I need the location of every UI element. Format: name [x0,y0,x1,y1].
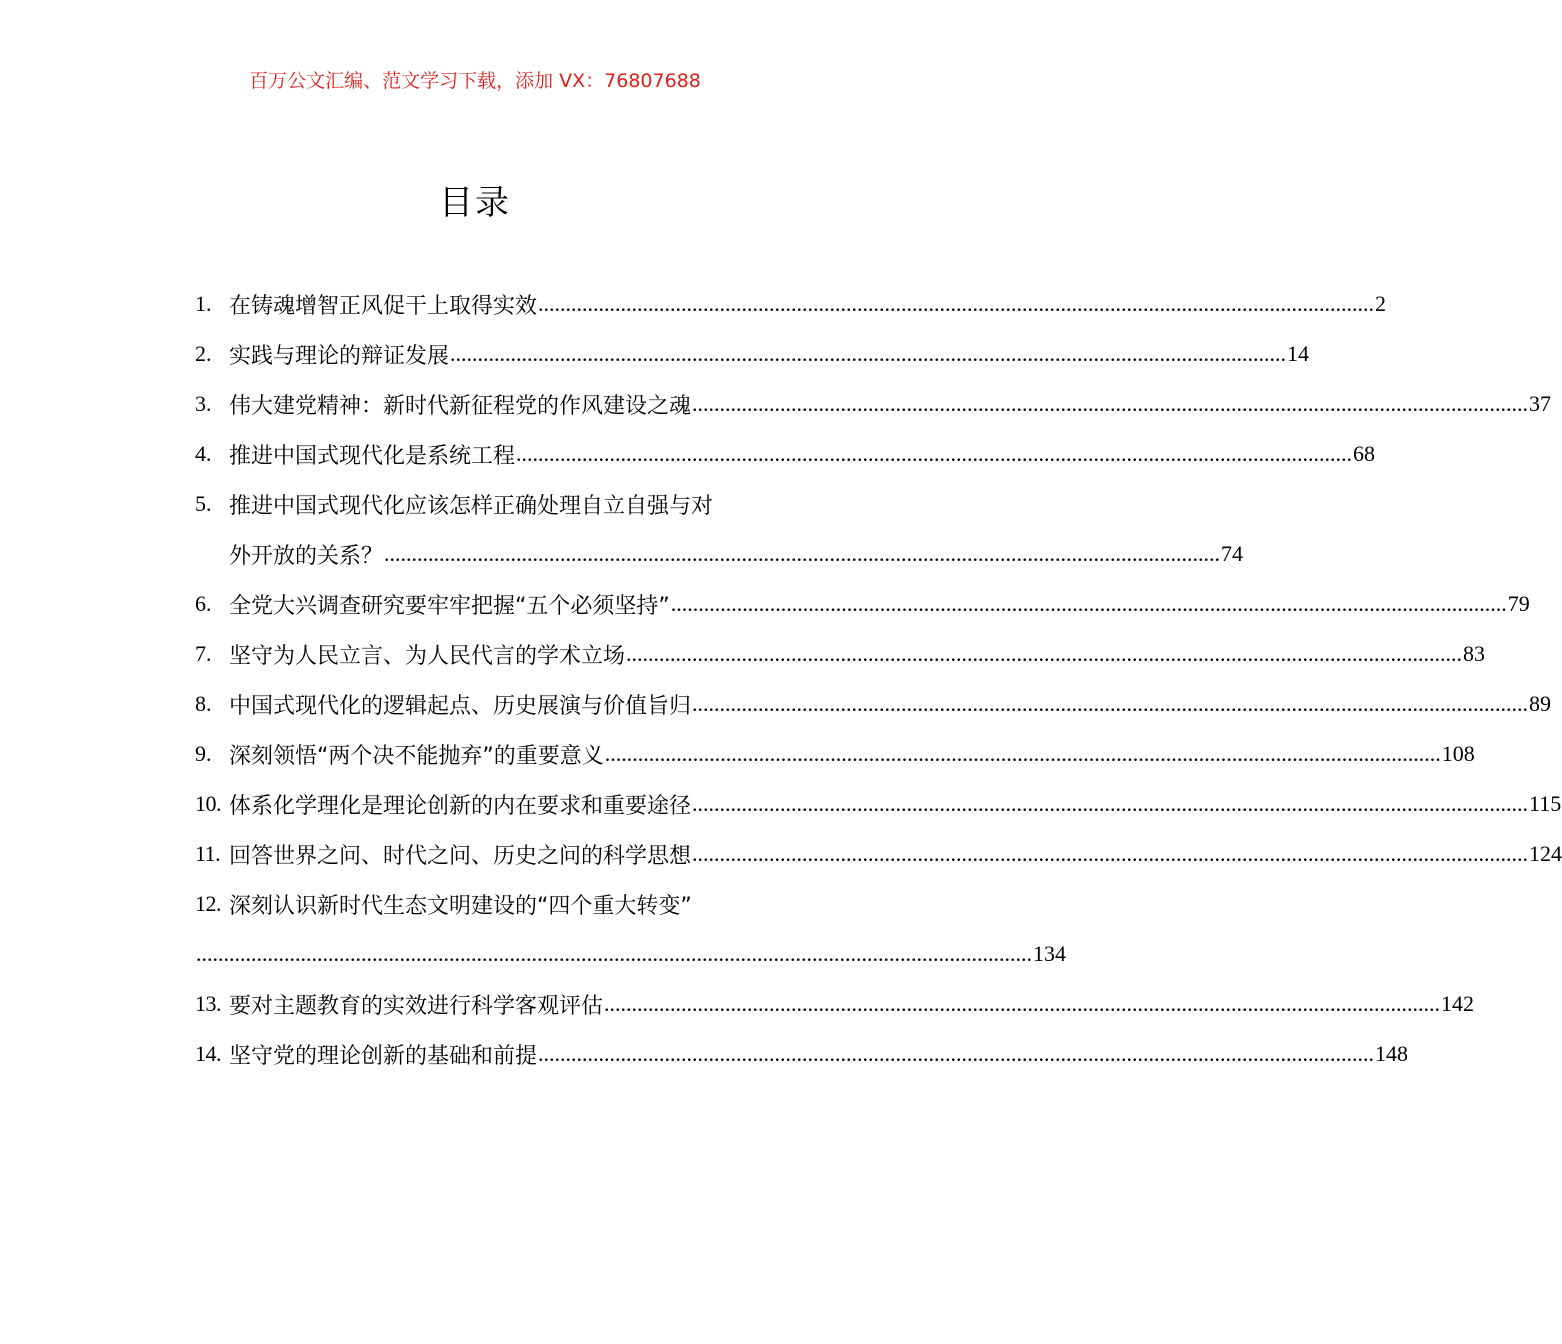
toc-entry-number: 3. [195,391,212,416]
toc-entry-number: 11. [195,841,221,866]
toc-entry-number: 14. [195,1041,221,1066]
toc-entry[interactable] [195,679,1552,729]
toc-entry-page: 115 [1529,791,1562,816]
toc-leader-dots [692,691,1528,717]
toc-entry-page: 89 [1529,691,1552,716]
toc-entry-number: 8. [195,691,212,716]
toc-entry[interactable] [195,479,806,529]
toc-entry-title: 伟大建党精神：新时代新征程党的作风建设之魂 [229,393,692,419]
toc-entry-title: 体系化学理化是理论创新的内在要求和重要途径 [229,793,692,819]
toc-entry-page: 79 [1507,591,1530,616]
toc-entry-number: 7. [195,641,212,666]
toc-entry-number: 4. [195,441,212,466]
toc-entry-page: 83 [1463,641,1486,666]
toc-entry-page: 148 [1375,1041,1409,1066]
toc-entry-title: 在铸魂增智正风促干上取得实效 [229,293,538,319]
toc-entry-page: 108 [1441,741,1475,766]
toc-entry-title: 深刻领悟“两个决不能抛弃”的重要意义 [229,743,604,769]
toc-entry-number: 6. [195,591,212,616]
page-title: 目录 [439,183,511,223]
toc-leader-dots [538,1041,1374,1067]
toc-entry[interactable] [195,829,1562,879]
toc-leader-dots [626,641,1462,667]
toc-entry-number: 13. [195,991,221,1016]
toc-entry-title-continued: 外开放的关系？ [229,543,384,569]
toc-entry[interactable] [195,279,1387,329]
toc-entry-page: 68 [1353,441,1376,466]
toc-leader-dots [384,541,1220,567]
toc-entry-continuation[interactable] [195,529,1244,579]
toc-leader-dots [604,991,1440,1017]
toc-entry-number: 9. [195,741,212,766]
toc-entry-number: 10. [195,791,221,816]
toc-entry[interactable] [195,879,806,929]
toc-entry[interactable] [195,579,1530,629]
toc-entry-title: 实践与理论的辩证发展 [229,343,450,369]
toc-leader-dots [516,441,1352,467]
toc-leader-dots [692,791,1528,817]
toc-entry-title: 回答世界之问、时代之问、历史之问的科学思想 [229,843,692,869]
toc-entry-title: 深刻认识新时代生态文明建设的“四个重大转变” [229,893,692,919]
toc-leader-dots [538,291,1374,317]
toc-entry-number: 12. [195,891,221,916]
toc-leader-dots [450,341,1286,367]
toc-entry-page: 74 [1221,541,1244,566]
toc-entry[interactable] [195,329,1310,379]
toc-entry[interactable] [195,729,1475,779]
toc-leader-dots [671,591,1507,617]
toc-entry-title: 推进中国式现代化是系统工程 [229,443,516,469]
toc-entry[interactable] [195,1029,1409,1079]
toc-entry-number: 2. [195,341,212,366]
toc-entry-page: 134 [1033,941,1066,966]
toc-entry[interactable] [195,779,1562,829]
toc-entry[interactable] [195,379,1552,429]
toc-entry-title: 坚守为人民立言、为人民代言的学术立场 [229,643,626,669]
toc-entry-page: 37 [1529,391,1552,416]
toc-entry-title: 要对主题教育的实效进行科学客观评估 [229,993,604,1019]
toc-entry-page: 14 [1287,341,1310,366]
toc-entry-title: 全党大兴调查研究要牢牢把握“五个必须坚持” [229,593,670,619]
table-of-contents [195,279,1562,1079]
toc-entry-page: 2 [1375,291,1387,316]
toc-leader-dots [692,391,1528,417]
toc-entry[interactable] [195,979,1475,1029]
toc-entry-continuation[interactable] [195,929,1066,979]
toc-entry-page: 124 [1529,841,1562,866]
toc-entry-title: 坚守党的理论创新的基础和前提 [229,1043,538,1069]
toc-entry-page: 142 [1441,991,1475,1016]
toc-leader-dots [196,941,1032,967]
toc-entry[interactable] [195,629,1486,679]
toc-entry[interactable] [195,429,1376,479]
toc-entry-title: 中国式现代化的逻辑起点、历史展演与价值旨归 [229,693,692,719]
toc-leader-dots [605,741,1441,767]
toc-entry-title: 推进中国式现代化应该怎样正确处理自立自强与对 [229,493,714,519]
header-banner: 百万公文汇编、范文学习下载，添加 VX：76807688 [249,70,701,92]
toc-entry-number: 1. [195,291,212,316]
toc-entry-number: 5. [195,491,212,516]
toc-leader-dots [692,841,1528,867]
